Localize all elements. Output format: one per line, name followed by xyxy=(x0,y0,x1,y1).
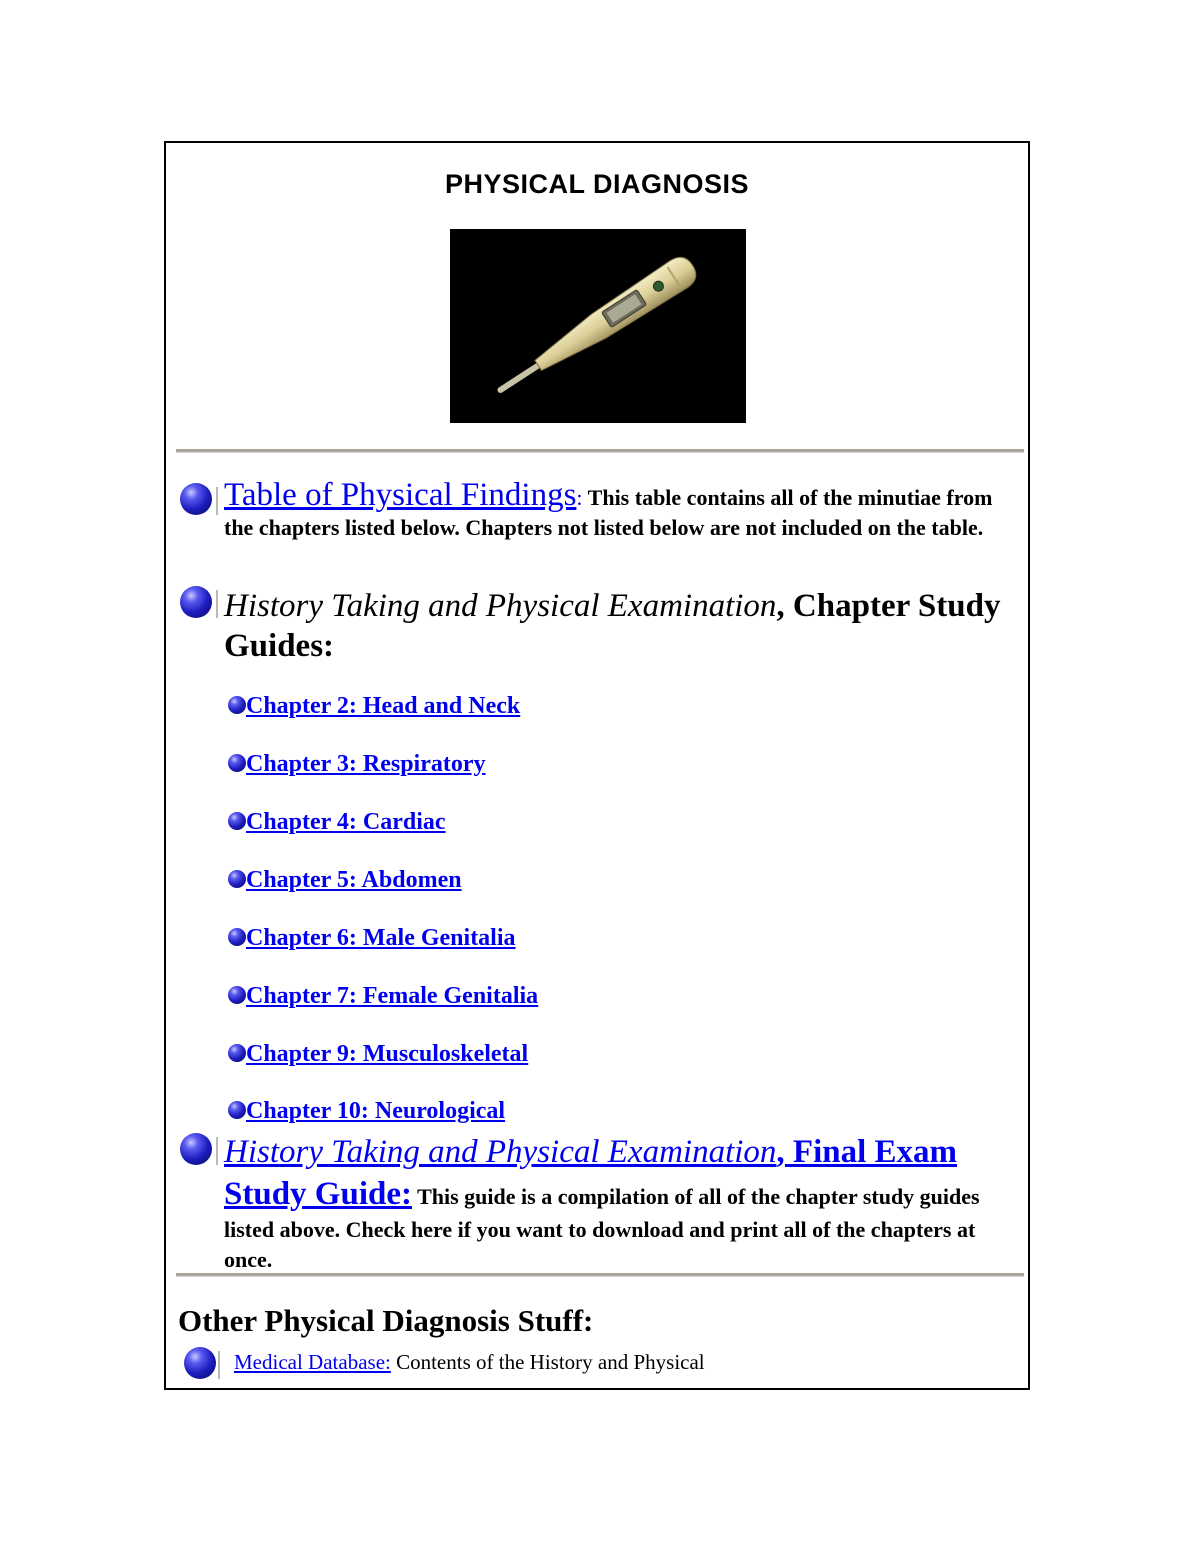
bullet-ball-icon xyxy=(180,1133,212,1165)
table-of-physical-findings-link[interactable]: Table of Physical Findings xyxy=(224,477,577,513)
bullet-ball-icon xyxy=(228,928,246,946)
thermometer-image xyxy=(450,229,746,423)
link-separator: : xyxy=(576,485,583,510)
medical-database-link[interactable]: Medical Database: xyxy=(234,1350,391,1374)
final-exam-item xyxy=(224,1131,1018,1275)
chapter-link[interactable]: Chapter 10: Neurological xyxy=(246,1098,506,1124)
bullet-ball-icon xyxy=(228,1044,246,1062)
final-exam-suffix: , Final Exam Study Guide: xyxy=(224,1134,958,1212)
bullet-ball-icon xyxy=(228,812,246,830)
divider-bottom xyxy=(176,1273,1024,1277)
chapter-link[interactable]: Chapter 7: Female Genitalia xyxy=(246,983,539,1009)
chapter-link[interactable]: Chapter 6: Male Genitalia xyxy=(246,925,516,951)
medical-database-item xyxy=(234,1350,705,1375)
bullet-ball-icon xyxy=(180,586,212,618)
divider-top xyxy=(176,449,1024,453)
final-exam-description: This guide is a compilation of all of the chapter study guides listed above. Check here if you want to download and print all of the chapters at once. xyxy=(224,1184,980,1272)
table-of-findings-item xyxy=(224,477,1018,543)
bullet-divider xyxy=(218,1351,220,1379)
chapter-link[interactable]: Chapter 9: Musculoskeletal xyxy=(246,1041,529,1067)
final-book-title: History Taking and Physical Examination xyxy=(224,1134,777,1170)
bullet-ball-icon xyxy=(228,1101,246,1119)
other-stuff-heading: Other Physical Diagnosis Stuff: xyxy=(178,1303,594,1338)
bullet-ball-icon xyxy=(180,483,212,515)
book-title: History Taking and Physical Examination xyxy=(224,588,777,624)
medical-database-description: Contents of the History and Physical xyxy=(396,1350,705,1374)
thermometer-illustration xyxy=(450,229,746,423)
bullet-divider xyxy=(216,487,218,515)
bullet-divider xyxy=(216,590,218,618)
table-description: This table contains all of the minutiae from the chapters listed below. Chapters not listed below are not included on the table. xyxy=(224,485,993,540)
bullet-ball-icon xyxy=(228,870,246,888)
bullet-ball-icon xyxy=(228,754,246,772)
chapter-link[interactable]: Chapter 5: Abdomen xyxy=(246,867,462,893)
page-title: PHYSICAL DIAGNOSIS xyxy=(444,169,750,199)
bullet-ball-icon xyxy=(228,696,246,714)
chapter-link[interactable]: Chapter 3: Respiratory xyxy=(246,751,486,777)
bullet-ball-icon xyxy=(228,986,246,1004)
page-frame xyxy=(164,141,1030,1390)
chapter-link[interactable]: Chapter 2: Head and Neck xyxy=(246,693,521,719)
bullet-divider xyxy=(216,1137,218,1165)
bullet-ball-icon xyxy=(184,1347,216,1379)
chapter-guides-suffix: , Chapter Study Guides: xyxy=(224,588,1001,664)
chapter-link[interactable]: Chapter 4: Cardiac xyxy=(246,809,446,835)
chapter-guides-heading xyxy=(224,586,1018,666)
